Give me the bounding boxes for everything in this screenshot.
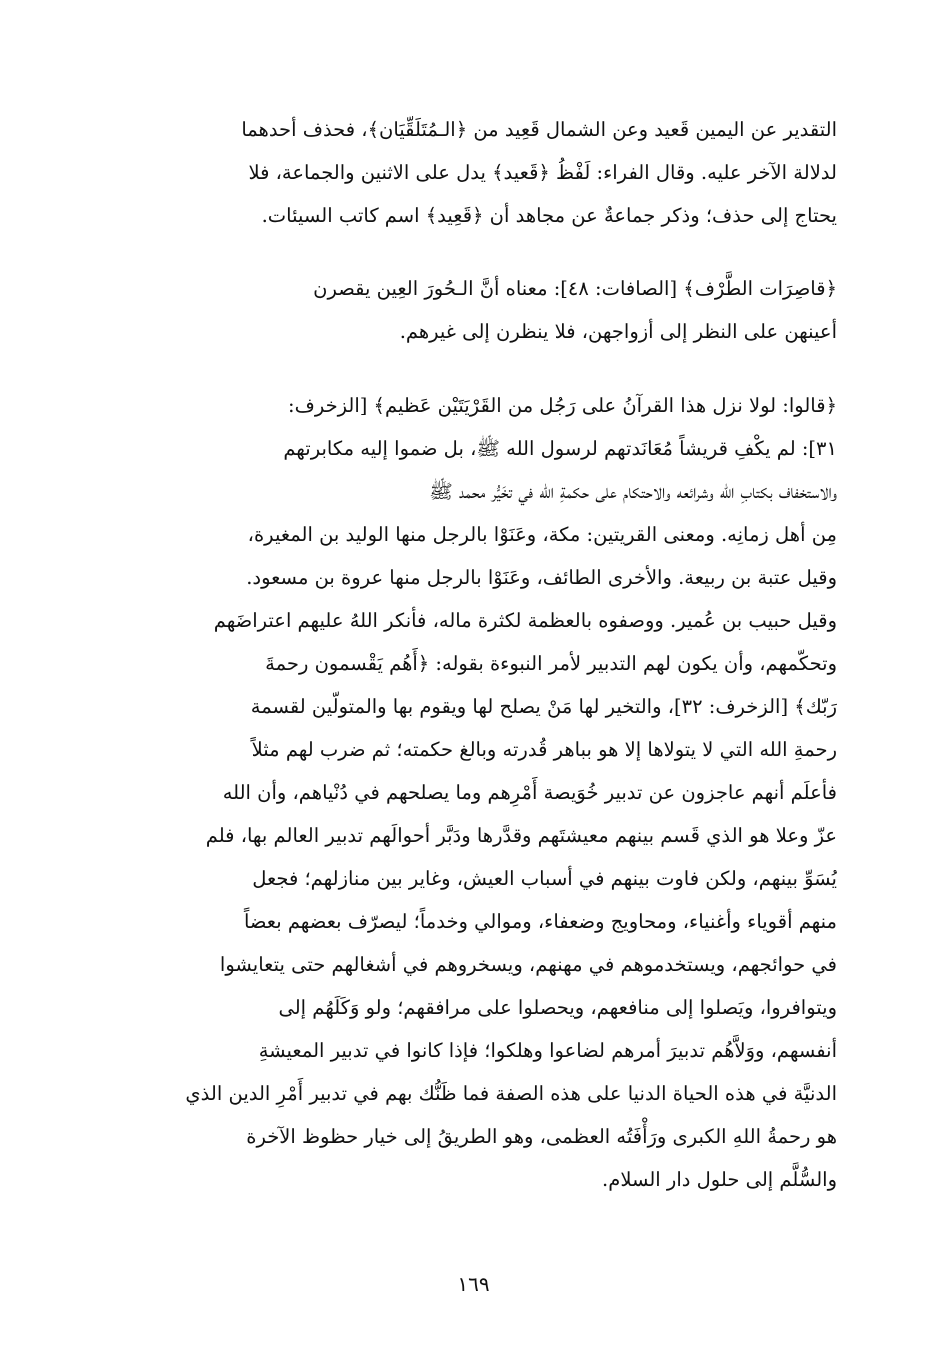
text-line: في حوائجهم، ويستخدموهم في مهنهم، ويسخروهم في أشغالهم حتى يتعايشوا	[219, 953, 837, 976]
text-line: رحمةِ الله التي لا يتولاها إلا هو بباهر قُدرته وبالغ حكمته؛ ثم ضرب لهم مثلاً	[251, 738, 837, 761]
paragraph-3	[124, 384, 837, 1201]
text-line: فأعلَم أنهم عاجزون عن تدبير خُوَيصة أَمْرِهم وما يصلحهم في دُنْياهم، وأن الله	[222, 781, 837, 804]
text-line: والسُّلَّم إلى حلول دار السلام.	[602, 1168, 837, 1191]
text-line: يُسَوِّ بينهم، ولكن فاوت بينهم في أسباب العيش، وغاير بين منازلهم؛ فجعل	[252, 867, 837, 890]
text-line: وقيل عتبة بن ربيعة. والأخرى الطائف، وعَنَوْا بالرجل منها عروة بن مسعود.	[246, 566, 837, 589]
text-line: الدنيَّة في هذه الحياة الدنيا على هذه الصفة فما ظَنُّك بهم في تدبير أَمْرِ الدين الذي	[185, 1082, 837, 1105]
text-line: هو رحمةُ اللهِ الكبرى ورَأْفَتُه العظمى، وهو الطريقُ إلى خيار حظوظ الآخرة	[246, 1125, 837, 1148]
text-line: وتحكّمهم، وأن يكون لهم التدبير لأمر النبوءة بقوله: ﴿أَهُم يَقْسمون رحمةَ	[265, 652, 837, 675]
text-line: أنفسهم، ووَلاَّهُم تدبيرَ أمرهم لضاعوا وهلكوا؛ فإذا كانوا في تدبير المعيشةِ	[258, 1039, 837, 1062]
text-line: وقيل حبيب بن عُمير. ووصفوه بالعظمة لكثرة ماله، فأنكر اللهُ عليهم اعتراضَهم	[213, 609, 837, 632]
text-line: منهم أقوياء وأغنياء، ومحاويج وضعفاء، وموالي وخدماً؛ ليصرّف بعضهم بعضاً	[243, 910, 837, 933]
text-line: ﴿قاصِرَات الطَّرْف﴾ [الصافات: ٤٨]: معناه أنَّ الـحُورَ العِين يقصرن	[313, 277, 837, 300]
text-line: مِن أهل زمانِه. ومعنى القريتين: مكة، وعَنَوْا بالرجل منها الوليد بن المغيرة،	[247, 523, 837, 546]
paragraph-1	[124, 108, 837, 237]
text-line: ٣١]: لم يكْفِ قريشاً مُعَانَدتهم لرسول الله ﷺ، بل ضموا إليه مكابرتهم	[283, 437, 837, 460]
page-number: ١٦٩	[457, 1272, 490, 1296]
text-line: أعينهن على النظر إلى أزواجهن، فلا ينظرن إلى غيرهم.	[399, 320, 837, 343]
text-line: لدلالة الآخر عليه. وقال الفراء: لَفْظُ ﴿قَعيد﴾ يدل على الاثنين والجماعة، فلا	[248, 161, 837, 184]
text-line: والاستخفاف بكتابِ الله وشرائعه والاحتكام على حكمةِ الله في تخَيُّر محمد ﷺ	[429, 480, 837, 503]
text-line: ﴿قالوا: لولا نزل هذا القرآنُ على رَجُل من القَرْيَتَيْن عَظيم﴾ [الزخرف:	[288, 394, 837, 417]
text-line: عزّ وعلا هو الذي قَسم بينهم معيشتَهم وقدَّرها ودَبَّر أحوالَهم تدبير العالم بها، فلم	[205, 824, 837, 847]
paragraph-2	[124, 267, 837, 353]
text-line: يحتاج إلى حذف؛ وذكر جماعةٌ عن مجاهد أن ﴿قَعِيد﴾ اسم كاتب السيئات.	[261, 204, 837, 227]
text-line: ويتوافروا، ويَصلوا إلى منافعهم، ويحصلوا على مرافقهم؛ ولو وَكَلَهُم إلى	[278, 996, 837, 1019]
text-line: التقدير عن اليمين قَعيد وعن الشمال قَعِيد من ﴿الـمُتَلَقِّيَان﴾، فحذف أحدهما	[241, 118, 837, 141]
text-line: رَبّك﴾ [الزخرف: ٣٢]، والتخير لها مَنْ يصلح لها ويقوم بها والمتولّين لقسمة	[250, 695, 837, 718]
